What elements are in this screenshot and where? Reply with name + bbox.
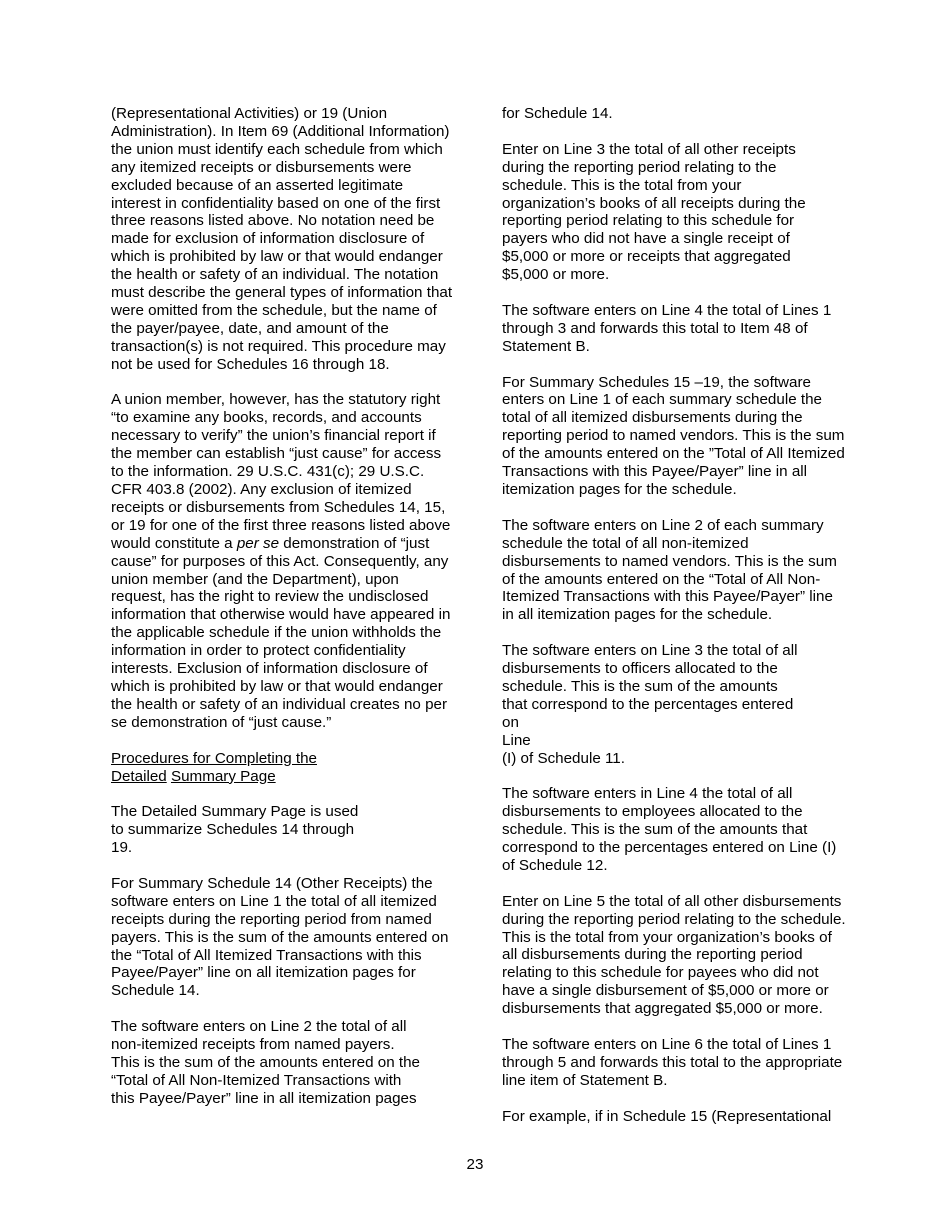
paragraph-text: The software enters on Line 3 the total of all disbursements to officers allocated to the schedule. This is the sum of the amounts that correspond to the percentages entered on	[502, 642, 798, 731]
page-number: 23	[466, 1156, 484, 1173]
paragraph: Enter on Line 5 the total of all other disbursements during the reporting period relating to the schedule. This is the total from your organization’s books of all disbursements during the reporting period relating to this schedule for payees who did not have a single disbursement of $5,000 or more or disbursements that aggregated $5,000 or more.	[502, 892, 846, 1018]
paragraph	[502, 642, 802, 767]
right-column	[502, 105, 847, 1143]
paragraph: The software enters on Line 4 the total of Lines 1 through 3 and forwards this total to Item 48 of Statement B.	[502, 301, 832, 355]
paragraph: The software enters in Line 4 the total of all disbursements to employees allocated to the schedule. This is the sum of the amounts that correspond to the percentages entered on Line (I) of Schedule 12.	[502, 785, 837, 874]
paragraph-text: Line	[502, 731, 531, 749]
paragraph: For example, if in Schedule 15 (Representational	[502, 1107, 832, 1125]
paragraph-text: (I) of Schedule 11.	[502, 749, 625, 767]
heading-summary-page: Summary Page	[170, 767, 276, 785]
heading-word-detailed: Detailed	[111, 767, 167, 785]
heading-line-1: Procedures for Completing the	[111, 749, 317, 767]
italic-text: per se	[236, 534, 280, 552]
left-column	[111, 105, 453, 1126]
paragraph: The software enters on Line 2 the total of all non-itemized receipts from named payers. This is the sum of the amounts entered on the “Total of All Non-Itemized Transactions with this Payee/Payer” line in all itemization pages	[111, 1018, 420, 1107]
paragraph: The Detailed Summary Page is used to summarize Schedules 14 through 19.	[111, 803, 359, 857]
paragraph	[111, 391, 453, 731]
paragraph: The software enters on Line 2 of each summary schedule the total of all non-itemized disbursements to named vendors. This is the sum of the amounts entered on the “Total of All Non-Itemized Transactions with this Payee/Payer” line in all itemization pages for the schedule.	[502, 516, 837, 624]
paragraph: Enter on Line 3 the total of all other receipts during the reporting period relating to the schedule. This is the total from your organization’s books of all receipts during the reporting period relating to this schedule for payers who did not have a single receipt of $5,000 or more or receipts that aggregated $5,000 or more.	[502, 140, 806, 284]
paragraph: (Representational Activities) or 19 (Union Administration). In Item 69 (Additional Information) the union must identify each schedule from which any itemized receipts or disbursements were excluded because of an asserted legitimate interest in confidentiality based on one of the first three reasons listed above. No notation need be made for exclusion of information disclosure of which is prohibited by law or that would endanger the health or safety of an individual. The notation must describe the general types of information that were omitted from the schedule, but the name of the payer/payee, date, and amount of the transaction(s) is not required. This procedure may not be used for Schedules 16 through 18.	[111, 105, 453, 373]
paragraph: The software enters on Line 6 the total of Lines 1 through 5 and forwards this total to the appropriate line item of Statement B.	[502, 1036, 843, 1089]
paragraph: For Summary Schedules 15 –19, the software enters on Line 1 of each summary schedule the total of all itemized disbursements during the reporting period to named vendors. This is the sum of the amounts entered on the ”Total of All Itemized Transactions with this Payee/Payer” line in all itemization pages for the schedule.	[502, 373, 845, 498]
paragraph: for Schedule 14.	[502, 105, 613, 122]
paragraph-text: demonstration of “just cause” for purposes of this Act. Consequently, any union member (and the Department), upon request, has the right to review the undisclosed information that otherwise would have appeared in the applicable schedule if the union withholds the information in order to protect confidentiality interests. Exclusion of information disclosure of which is prohibited by law or that would endanger the health or safety of an individual creates no per se demonstration of “just cause.”	[111, 534, 451, 731]
section-heading	[111, 750, 453, 786]
paragraph-text: A union member, however, has the statutory right “to examine any books, records, and accounts necessary to verify” the union’s financial report if the member can establish “just cause” for access to the information. 29 U.S.C. 431(c); 29 U.S.C. CFR 403.8 (2002). Any exclusion of itemized receipts or disbursements from Schedules 14, 15, or 19 for one of the first three reasons listed above would constitute a	[111, 391, 451, 552]
paragraph: For Summary Schedule 14 (Other Receipts) the software enters on Line 1 the total of all itemized receipts during the reporting period from named payers. This is the sum of the amounts entered on the “Total of All Itemized Transactions with this Payee/Payer” line on all itemization pages for Schedule 14.	[111, 874, 449, 1000]
